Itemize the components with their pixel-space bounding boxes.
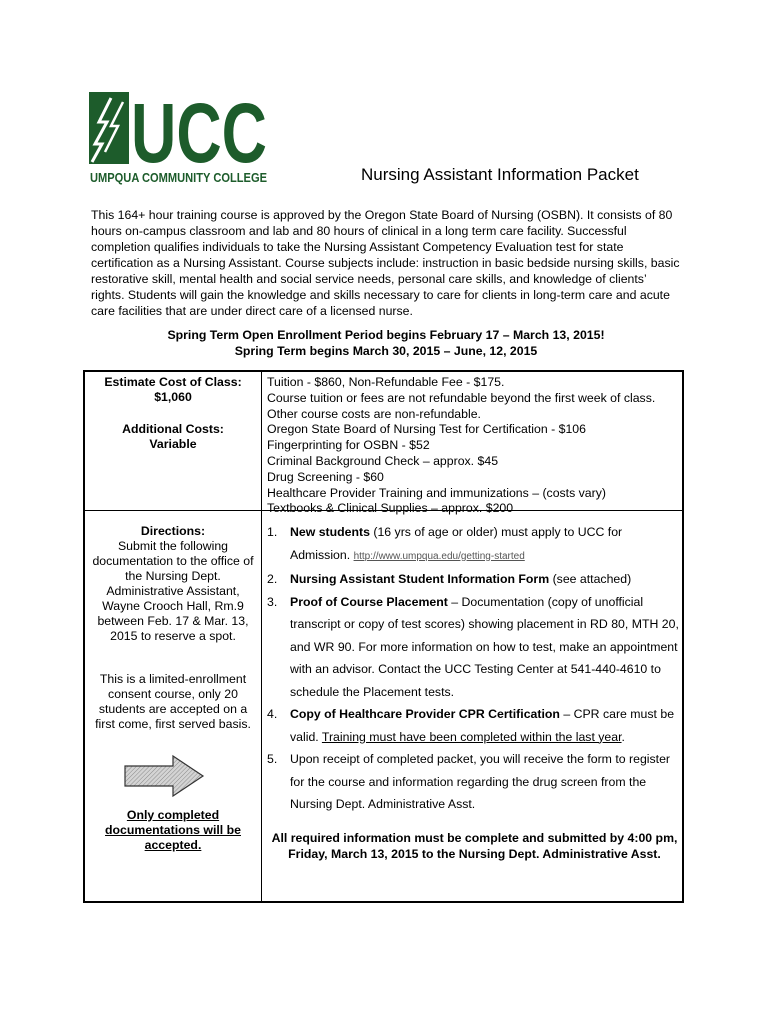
cost-line: Other course costs are non-refundable.	[267, 406, 481, 421]
step-title: Copy of Healthcare Provider CPR Certification	[290, 707, 560, 721]
step-number: 1.	[267, 525, 278, 539]
steps-list	[267, 521, 682, 816]
step-emphasis: Training must have been completed within the last year	[321, 729, 622, 744]
term-dates: Spring Term begins March 30, 2015 – June, 12, 2015	[234, 344, 538, 358]
step-title: Proof of Course Placement	[290, 594, 448, 609]
cost-line: Fingerprinting for OSBN - $52	[267, 438, 430, 453]
getting-started-link[interactable]: http://www.umpqua.edu/getting-started	[353, 550, 525, 562]
additional-costs-cell	[85, 422, 261, 452]
only-completed-note: Only completed documentations will be accepted.	[105, 808, 241, 852]
step-text: Upon receipt of completed packet, you will receive the form to register for the course and information regarding the drug screen from the Nursing Dept. Administrative Asst.	[290, 752, 671, 811]
step-number: 5.	[267, 752, 278, 766]
step-text: – Documentation (copy of unofficial transcript or copy of test scores) showing placement in RD 80, MTH 20, and WR 90. For more information on how to test, make an appointment with an advisor. Contact the UCC Testing Center at 541-440-4610 to schedule the Placement tests.	[290, 594, 679, 699]
list-item	[267, 591, 682, 704]
additional-costs-value: Variable	[149, 437, 197, 451]
list-item	[267, 568, 682, 591]
college-name: UMPQUA COMMUNITY COLLEGE	[90, 170, 268, 185]
cost-list	[267, 375, 682, 517]
submission-deadline: All required information must be complete and submitted by 4:00 pm, Friday, March 13, 2015 to the Nursing Dept. Administrative Asst.	[271, 831, 678, 861]
step-number: 3.	[267, 594, 278, 609]
cost-line: Drug Screening - $60	[267, 469, 384, 484]
list-item	[267, 521, 682, 568]
step-text: (see attached)	[549, 572, 632, 586]
cost-line: Criminal Background Check – approx. $45	[267, 453, 499, 468]
list-item	[267, 748, 682, 816]
enrollment-dates	[91, 327, 681, 359]
step-title: Nursing Assistant Student Information Form	[290, 572, 550, 586]
cost-line: Tuition - $860, Non-Refundable Fee - $175.	[267, 375, 505, 389]
page-title: Nursing Assistant Information Packet	[361, 165, 639, 184]
step-title: New students	[290, 525, 370, 539]
additional-costs-label: Additional Costs:	[122, 422, 224, 436]
cost-line: Healthcare Provider Training and immunizations – (costs vary)	[267, 485, 606, 500]
list-item	[267, 703, 682, 748]
column-divider	[261, 372, 262, 901]
step-text: – CPR care must be valid.	[290, 707, 675, 744]
step-text: (16 yrs of age or older) must apply to UCC for Admission.	[290, 525, 623, 562]
step-number: 2.	[267, 572, 278, 586]
estimate-cost-value: $1,060	[154, 390, 192, 404]
estimate-cost-label: Estimate Cost of Class:	[104, 375, 242, 389]
logo-text: UCC	[131, 92, 267, 180]
directions-text: Submit the following documentation to the office of the Nursing Dept. Administrative Assistant, Wayne Crooch Hall, Rm.9 between Feb. 17 & Mar. 13, 2015 to reserve a spot.	[92, 539, 254, 643]
intro-paragraph: This 164+ hour training course is approved by the Oregon State Board of Nursing (OSBN). It consists of 80 hours on-campus classroom and lab and 80 hours of clinical in a long term care facility. Successful completion qualifies individuals to take the Nursing Assistant Competency Evaluation test for state certification as a Nursing Assistant. Course subjects include: instruction in basic bedside nursing skills, basic restorative skill, mental health and social service needs, personal care skills, and knowledge of clients’ rights. Students will gain the knowledge and skills necessary to care for clients in long-term care and acute care facilities that are under direct care of a licensed nurse.	[91, 208, 680, 318]
right-arrow-icon	[123, 754, 205, 798]
info-table	[83, 370, 684, 903]
directions-label: Directions:	[140, 524, 206, 538]
estimate-cost-cell	[85, 375, 261, 405]
directions-cell	[85, 524, 261, 644]
step-text: .	[621, 729, 625, 744]
enrollment-period: Spring Term Open Enrollment Period begins February 17 – March 13, 2015!	[167, 328, 605, 342]
cost-line: Textbooks & Clinical Supplies – approx. $200	[267, 501, 514, 516]
ucc-logo	[89, 92, 269, 188]
cost-line: Oregon State Board of Nursing Test for Certification - $106	[267, 422, 586, 437]
limited-enrollment-text: This is a limited-enrollment consent course, only 20 students are accepted on a first come, first served basis.	[95, 672, 251, 731]
step-number: 4.	[267, 707, 278, 721]
limited-enrollment-note	[85, 672, 261, 732]
cost-line: Course tuition or fees are not refundable beyond the first week of class.	[267, 390, 656, 405]
